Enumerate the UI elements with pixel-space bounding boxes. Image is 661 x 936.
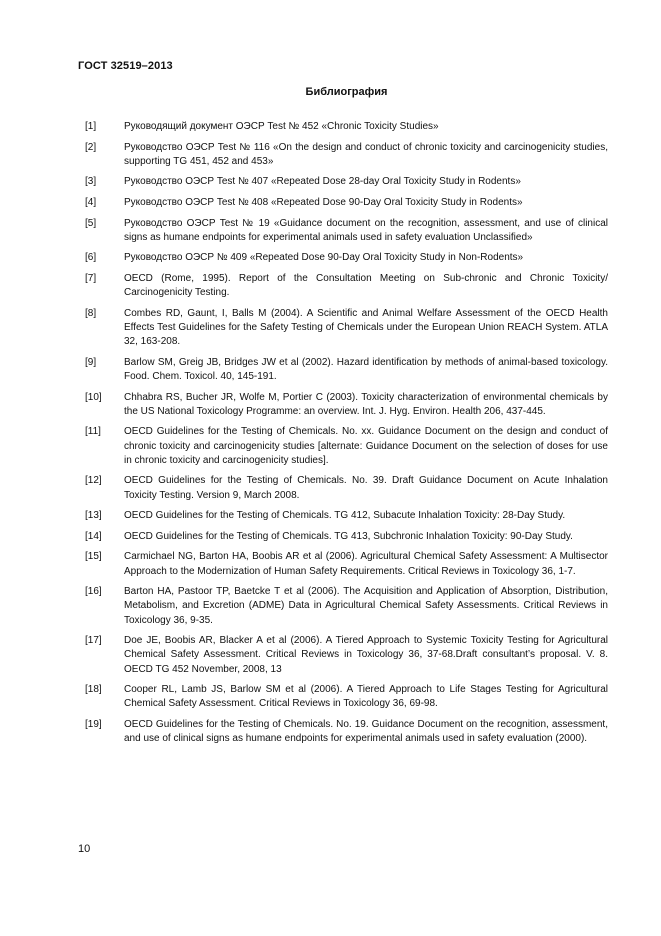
bibliography-entry [82, 251, 608, 265]
entry-text: Руководство ОЭСР Test № 116 «On the design and conduct of chronic toxicity and carcinogenicity studies, supporting TG 451, 452 and 453» [124, 141, 608, 167]
entry-number: [8] [85, 307, 97, 319]
bibliography-entry [82, 391, 608, 419]
entry-text: Руководство ОЭСР Test № 407 «Repeated Dose 28-day Oral Toxicity Study in Rodents» [124, 176, 521, 188]
entry-number: [17] [85, 635, 102, 647]
entry-number: [2] [85, 141, 97, 153]
bibliography-entry [82, 683, 608, 711]
bibliography-entry [82, 634, 608, 677]
bibliography-entry [82, 530, 608, 544]
bibliography-entry [82, 509, 608, 523]
entry-number: [12] [85, 475, 102, 487]
section-title: Библиография [305, 86, 388, 98]
bibliography-entry [82, 272, 608, 300]
entry-text: Руководящий документ ОЭСР Test № 452 «Chronic Toxicity Studies» [124, 121, 439, 132]
entry-number: [16] [85, 586, 102, 598]
entry-number: [5] [85, 217, 97, 229]
bibliography-entry [82, 356, 608, 384]
entry-number: [15] [85, 551, 102, 563]
entry-number: [18] [85, 684, 102, 696]
entry-number: [7] [85, 272, 97, 284]
entry-text: OECD Guidelines for the Testing of Chemicals. TG 413, Subchronic Inhalation Toxicity: 90-Day Study. [124, 530, 573, 542]
document-header: ГОСТ 32519–2013 [78, 60, 173, 72]
entry-number: [1] [85, 121, 97, 132]
entry-text: OECD Guidelines for the Testing of Chemicals. No. 39. Draft Guidance Document on Acute Inhalation Toxicity Testing. Version 9, March 2008. [124, 475, 608, 501]
entry-number: [11] [85, 426, 101, 438]
entry-number: [14] [85, 530, 102, 542]
bibliography-entry [82, 141, 608, 169]
entry-number: [10] [85, 391, 102, 403]
bibliography-entry [82, 718, 608, 746]
bibliography-entry [82, 550, 608, 578]
page-number: 10 [78, 843, 91, 855]
entry-number: [13] [85, 510, 102, 522]
bibliography-entry [82, 196, 608, 210]
entry-text: OECD Guidelines for the Testing of Chemicals. No. 19. Guidance Document on the recognition, assessment, and use of clinical signs as humane endpoints for experimental animals used in safety evaluation (2000). [124, 718, 608, 745]
entry-number: [4] [85, 196, 97, 208]
entry-text: Barton HA, Pastoor TP, Baetcke T et al (2006). The Acquisition and Application of Absorption, Distribution, Metabolism, and Excretion (ADME) Data in Agricultural Chemical Safety Assessments. Critical Reviews in Toxicology 36, 9-35. [124, 586, 608, 626]
bibliography-entry [82, 217, 608, 245]
bibliography-entry [82, 175, 608, 189]
entry-text: Doe JE, Boobis AR, Blacker A et al (2006). A Tiered Approach to Systemic Toxicity Testing for Agricultural Chemical Safety Assessment. Critical Reviews in Toxicology 36, 37-68.Draft consultant’s proposal. V. 8. OECD TG 452 November, 2008, 13 [124, 635, 608, 675]
bibliography-entry [82, 585, 608, 628]
entry-text: Carmichael NG, Barton HA, Boobis AR et al (2006). Agricultural Chemical Safety Assessment: A Multisector Approach to the Modernization of Human Safety Requirements. Critical Reviews in Toxicology 36, 1-7. [124, 551, 608, 577]
entry-text: Barlow SM, Greig JB, Bridges JW et al (2002). Hazard identification by methods of animal-based toxicology. Food. Chem. Toxicol. 40, 145-191. [124, 356, 608, 382]
entry-text: Chhabra RS, Bucher JR, Wolfe M, Portier C (2003). Toxicity characterization of environmental chemicals by the US National Toxicology Programme: an overview. Int. J. Hyg. Environ. Health 206, 437-445. [124, 391, 608, 417]
entry-text: Руководство ОЭСР № 409 «Repeated Dose 90-Day Oral Toxicity Study in Non-Rodents» [124, 252, 524, 264]
entry-text: OECD Guidelines for the Testing of Chemicals. TG 412, Subacute Inhalation Toxicity: 28-Day Study. [124, 510, 566, 522]
entry-text: OECD Guidelines for the Testing of Chemicals. No. xx. Guidance Document on the design and conduct of chronic toxicity and carcinogenicity studies [alternate: Guidance Document on the selection of doses for use in chronic toxicity and carcinogenicity studies]. [124, 426, 608, 466]
entry-number: [9] [85, 356, 97, 368]
entry-text: Combes RD, Gaunt, I, Balls M (2004). A Scientific and Animal Welfare Assessment of the OECD Health Effects Test Guidelines for the Safety Testing of Chemicals under the European Union REACH System. ATLA 32, 163-208. [124, 307, 608, 348]
entry-text: Руководство ОЭСР Test № 19 «Guidance document on the recognition, assessment, and use of clinical signs as humane endpoints for experimental animals used in safety evaluation Unclassified» [124, 217, 608, 243]
entry-number: [6] [85, 252, 97, 264]
entry-number: [19] [85, 718, 102, 730]
entry-text: OECD (Rome, 1995). Report of the Consultation Meeting on Sub-chronic and Chronic Toxicity/ Carcinogenicity Testing. [124, 272, 608, 299]
bibliography-entry [82, 120, 608, 134]
entry-text: Руководство ОЭСР Test № 408 «Repeated Dose 90-Day Oral Toxicity Study in Rodents» [124, 196, 523, 208]
entry-text: Cooper RL, Lamb JS, Barlow SM et al (2006). A Tiered Approach to Life Stages Testing for Agricultural Chemical Safety Assessment. Critical Reviews in Toxicology 36, 69-98. [124, 684, 608, 710]
bibliography-entry [82, 474, 608, 502]
bibliography-entry [82, 425, 608, 468]
entry-number: [3] [85, 176, 97, 188]
bibliography-list [82, 120, 608, 753]
bibliography-entry [82, 307, 608, 350]
